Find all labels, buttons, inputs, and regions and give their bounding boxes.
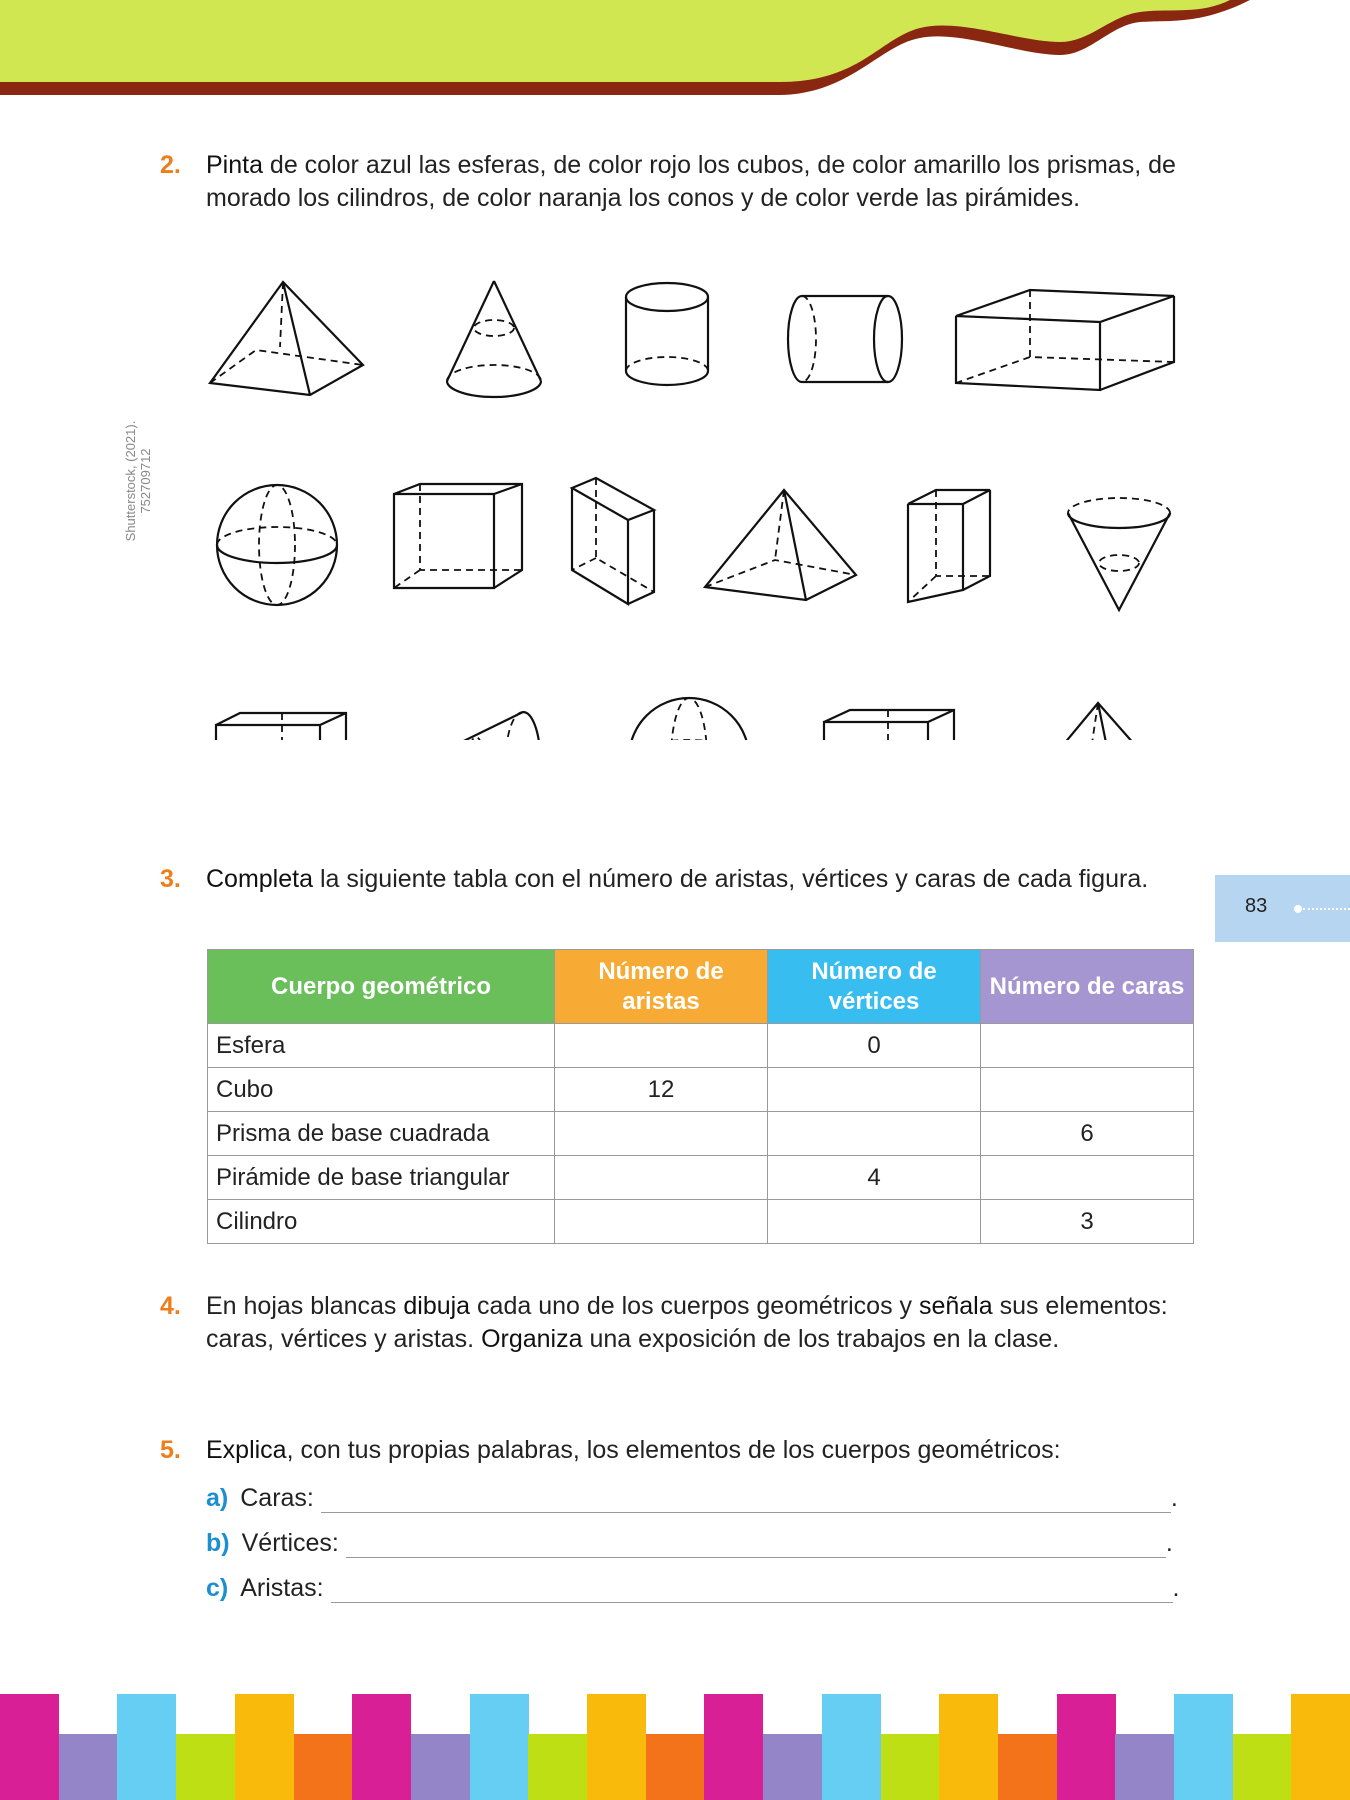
stripe bbox=[470, 1694, 529, 1800]
cell-faces[interactable] bbox=[981, 1024, 1194, 1068]
header-vertices: Número de vértices bbox=[768, 950, 981, 1024]
cone-shape bbox=[447, 281, 541, 397]
stripe bbox=[528, 1734, 587, 1800]
answer-line[interactable] bbox=[331, 1580, 1173, 1603]
table-row bbox=[208, 1068, 1194, 1112]
stripe bbox=[822, 1694, 881, 1800]
cell-body: Esfera bbox=[208, 1024, 555, 1068]
cell-body: Cubo bbox=[208, 1068, 555, 1112]
answer-line[interactable] bbox=[321, 1490, 1171, 1513]
cylinder-shape bbox=[626, 283, 708, 385]
answer-edges: c) Aristas: . bbox=[206, 1574, 1180, 1602]
stripe bbox=[59, 1734, 118, 1800]
page-number-tab bbox=[1215, 875, 1350, 942]
header-body: Cuerpo geométrico bbox=[208, 950, 555, 1024]
question-number: 3. bbox=[160, 865, 181, 893]
stripe bbox=[1233, 1734, 1292, 1800]
table-row bbox=[208, 1200, 1194, 1244]
stripe bbox=[352, 1694, 411, 1800]
cell-body: Pirámide de base triangular bbox=[208, 1156, 555, 1200]
question-verb: Pinta bbox=[206, 151, 263, 179]
cell-vertices[interactable]: 0 bbox=[768, 1024, 981, 1068]
stripe bbox=[176, 1734, 235, 1800]
image-credit: Shutterstock, (2021). 752709712 bbox=[123, 420, 153, 542]
table-row bbox=[208, 1156, 1194, 1200]
cell-body: Cilindro bbox=[208, 1200, 555, 1244]
item-label: Aristas: bbox=[240, 1574, 324, 1602]
stripe bbox=[1115, 1734, 1174, 1800]
cell-vertices[interactable] bbox=[768, 1112, 981, 1156]
question-text: una exposición de los trabajos en la clase. bbox=[582, 1325, 1060, 1353]
question-verb: dibuja bbox=[403, 1292, 471, 1320]
horizontal-cylinder-shape bbox=[788, 296, 902, 382]
pyramid-shape bbox=[705, 490, 856, 600]
tall-prism-shape bbox=[572, 478, 654, 604]
cell-faces[interactable]: 6 bbox=[981, 1112, 1194, 1156]
geometry-table bbox=[207, 949, 1194, 1244]
geometric-shapes bbox=[0, 0, 1350, 740]
stripe bbox=[1174, 1694, 1233, 1800]
square-pyramid-shape bbox=[210, 282, 363, 395]
table-header-row bbox=[208, 950, 1194, 1024]
table-row bbox=[208, 1024, 1194, 1068]
cube-shape bbox=[216, 713, 346, 740]
stripe bbox=[235, 1694, 294, 1800]
question-number: 2. bbox=[160, 151, 181, 179]
horizontal-cone-shape bbox=[429, 712, 540, 740]
cell-edges[interactable] bbox=[555, 1024, 768, 1068]
question-verb: Organiza bbox=[481, 1325, 583, 1353]
question-3 bbox=[160, 863, 1206, 896]
pyramid-shape bbox=[1019, 703, 1172, 740]
question-5 bbox=[160, 1434, 1206, 1467]
cell-faces[interactable] bbox=[981, 1068, 1194, 1112]
dot-icon bbox=[1294, 905, 1302, 913]
stripe bbox=[294, 1734, 353, 1800]
narrow-prism-shape bbox=[908, 490, 990, 602]
stripe bbox=[1057, 1694, 1116, 1800]
item-letter: c) bbox=[206, 1574, 229, 1602]
cell-vertices[interactable] bbox=[768, 1200, 981, 1244]
table-row bbox=[208, 1112, 1194, 1156]
question-text: sus elementos: caras, vértices y aristas. bbox=[206, 1292, 1168, 1353]
answer-vertices: b) Vértices: . bbox=[206, 1529, 1173, 1557]
cell-edges[interactable] bbox=[555, 1200, 768, 1244]
header-edges: Número de aristas bbox=[555, 950, 768, 1024]
sphere-shape bbox=[629, 698, 749, 740]
stripe bbox=[411, 1734, 470, 1800]
item-letter: a) bbox=[206, 1484, 229, 1512]
question-text: En hojas blancas bbox=[206, 1292, 404, 1320]
cell-edges[interactable]: 12 bbox=[555, 1068, 768, 1112]
question-number: 4. bbox=[160, 1292, 181, 1320]
answer-line[interactable] bbox=[346, 1535, 1166, 1558]
rectangular-prism-shape bbox=[956, 290, 1174, 390]
cell-edges[interactable] bbox=[555, 1112, 768, 1156]
answer-faces: a) Caras: . bbox=[206, 1484, 1178, 1512]
question-4 bbox=[160, 1290, 1206, 1356]
page-number: 83 bbox=[1245, 895, 1268, 917]
stripe bbox=[763, 1734, 822, 1800]
stripe bbox=[704, 1694, 763, 1800]
cell-faces[interactable] bbox=[981, 1156, 1194, 1200]
cube-shape bbox=[824, 710, 954, 740]
item-label: Caras: bbox=[240, 1484, 314, 1512]
stripe bbox=[1291, 1694, 1350, 1800]
cube-shape bbox=[394, 484, 522, 588]
stripe bbox=[939, 1694, 998, 1800]
stripe bbox=[587, 1694, 646, 1800]
stripe bbox=[881, 1734, 940, 1800]
stripe bbox=[117, 1694, 176, 1800]
question-number: 5. bbox=[160, 1436, 181, 1464]
item-label: Vértices: bbox=[241, 1529, 339, 1557]
cell-body: Prisma de base cuadrada bbox=[208, 1112, 555, 1156]
header-faces: Número de caras bbox=[981, 950, 1194, 1024]
inverted-cone-shape bbox=[1068, 498, 1170, 610]
question-verb: Completa bbox=[206, 865, 313, 893]
stripe bbox=[0, 1694, 59, 1800]
cell-faces[interactable]: 3 bbox=[981, 1200, 1194, 1244]
stripe bbox=[646, 1734, 705, 1800]
cell-vertices[interactable] bbox=[768, 1068, 981, 1112]
question-text: la siguiente tabla con el número de aristas, vértices y caras de cada figura. bbox=[313, 865, 1149, 893]
question-text: , con tus propias palabras, los elementos de los cuerpos geométricos: bbox=[286, 1436, 1061, 1464]
dotted-line bbox=[1303, 908, 1350, 910]
question-text: cada uno de los cuerpos geométricos y bbox=[470, 1292, 919, 1320]
cell-vertices[interactable]: 4 bbox=[768, 1156, 981, 1200]
question-verb: Explica bbox=[206, 1436, 287, 1464]
cell-edges[interactable] bbox=[555, 1156, 768, 1200]
question-text: de color azul las esferas, de color rojo los cubos, de color amarillo los prismas, de morado los cilindros, de color naranja los conos y de color verde las pirámides. bbox=[206, 151, 1176, 212]
stripe bbox=[998, 1734, 1057, 1800]
question-verb: señala bbox=[918, 1292, 993, 1320]
sphere-shape bbox=[217, 485, 337, 605]
item-letter: b) bbox=[206, 1529, 230, 1557]
